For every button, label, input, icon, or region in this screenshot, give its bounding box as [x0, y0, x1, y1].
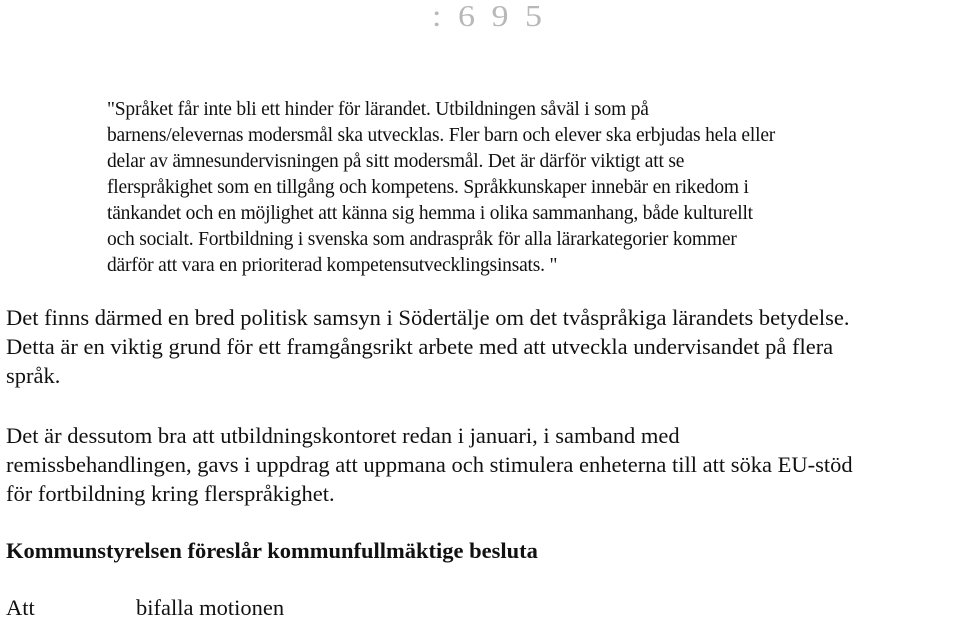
paragraph-line: språk.	[6, 363, 61, 388]
quote-line: barnens/elevernas modersmål ska utvecklas. Fler barn och elever ska erbjudas hela eller	[107, 125, 776, 146]
quote-line: flerspråkighet som en tillgång och kompetens. Språkkunskaper innebär en rikedom i	[107, 177, 749, 198]
paragraph-line: remissbehandlingen, gavs i uppdrag att uppmana och stimulera enheterna till att söka EU-stöd	[6, 452, 853, 477]
page-number: : 6 9 5	[432, 0, 546, 34]
quote-block	[107, 97, 827, 279]
quote-line: tänkandet och en möjlighet att känna sig hemma i olika sammanhang, både kulturellt	[107, 203, 753, 224]
paragraph-line: Det finns därmed en bred politisk samsyn i Södertälje om det tvåspråkiga lärandets betydelse.	[6, 305, 850, 330]
decision-line	[6, 595, 284, 621]
decision-label: Att	[6, 595, 35, 620]
paragraph-education-office	[6, 421, 956, 508]
paragraph-political-consensus	[6, 303, 956, 390]
quote-line: därför att vara en prioriterad kompetensutvecklingsinsats. "	[107, 255, 558, 276]
proposal-heading: Kommunstyrelsen föreslår kommunfullmäktige besluta	[6, 538, 538, 563]
quote-line: "Språket får inte bli ett hinder för lärandet. Utbildningen såväl i som på	[107, 99, 649, 120]
quote-line: och socialt. Fortbildning i svenska som andraspråk för alla lärarkategorier kommer	[107, 229, 737, 250]
paragraph-line: Det är dessutom bra att utbildningskontoret redan i januari, i samband med	[6, 423, 680, 448]
decision-text: bifalla motionen	[136, 595, 285, 620]
paragraph-line: Detta är en viktig grund för ett framgångsrikt arbete med att utveckla undervisandet på flera	[6, 334, 834, 359]
quote-line: delar av ämnesundervisningen på sitt modersmål. Det är därför viktigt att se	[107, 151, 685, 172]
paragraph-line: för fortbildning kring flerspråkighet.	[6, 481, 335, 506]
